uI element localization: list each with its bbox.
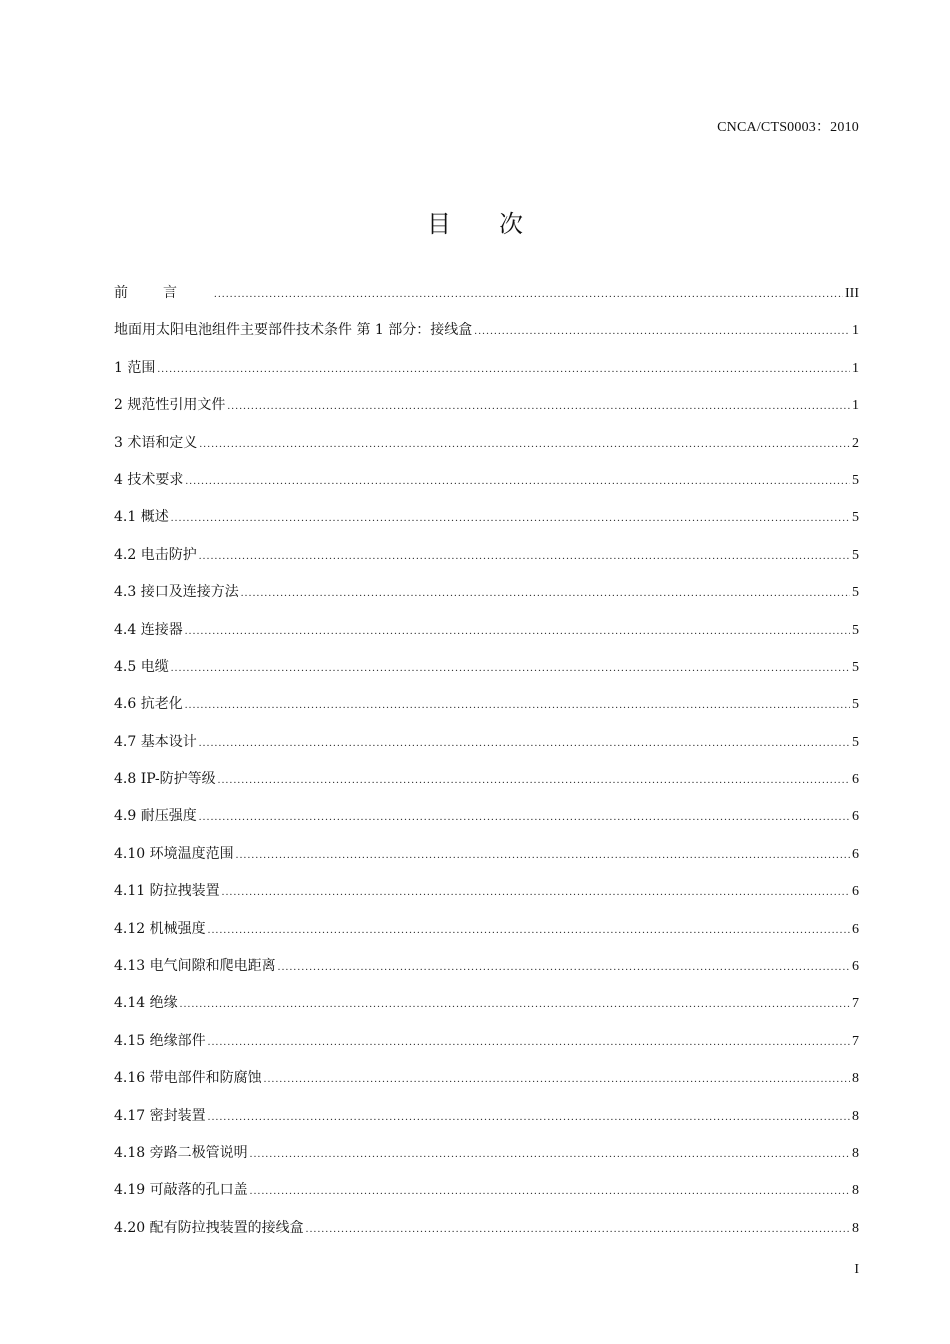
toc-entry-page: III bbox=[845, 286, 859, 301]
toc-entry-page: 7 bbox=[852, 996, 859, 1012]
toc-entry-page: 8 bbox=[852, 1108, 859, 1124]
toc-dot-leader bbox=[199, 545, 850, 567]
page-title: 目次 bbox=[427, 210, 571, 239]
toc-entry-page: 5 bbox=[852, 659, 859, 675]
toc-entry-page: 6 bbox=[852, 959, 859, 975]
toc-entry[interactable] bbox=[114, 319, 859, 356]
toc-dot-leader bbox=[185, 470, 850, 492]
toc-dot-leader bbox=[278, 956, 850, 978]
toc-entry[interactable] bbox=[114, 693, 859, 730]
toc-entry-label: 4.19 可敲落的孔口盖 bbox=[114, 1182, 248, 1199]
toc-entry[interactable] bbox=[114, 992, 859, 1029]
toc-dot-leader bbox=[250, 1143, 850, 1165]
toc-entry-label: 4.16 带电部件和防腐蚀 bbox=[114, 1070, 262, 1087]
toc-entry[interactable] bbox=[114, 843, 859, 880]
toc-entry-label: 4.8 IP-防护等级 bbox=[114, 771, 216, 788]
toc-entry-label: 4.7 基本设计 bbox=[114, 733, 197, 750]
toc-entry-label: 4.1 概述 bbox=[114, 509, 169, 526]
toc-dot-leader bbox=[208, 919, 850, 941]
toc-entry-page: 8 bbox=[852, 1145, 859, 1161]
toc-entry-label: 1 范围 bbox=[114, 359, 156, 376]
toc-dot-leader bbox=[241, 582, 850, 604]
toc-entry-label: 4.5 电缆 bbox=[114, 658, 169, 675]
toc-entry-page: 5 bbox=[852, 510, 859, 526]
toc-entry-page: 5 bbox=[852, 622, 859, 638]
toc-entry-label: 4.17 密封装置 bbox=[114, 1107, 206, 1124]
toc-dot-leader bbox=[180, 993, 850, 1015]
toc-entry[interactable] bbox=[114, 955, 859, 992]
toc-entry[interactable] bbox=[114, 581, 859, 618]
toc-dot-leader bbox=[218, 769, 850, 791]
toc-dot-leader bbox=[236, 844, 850, 866]
toc-entry[interactable] bbox=[114, 432, 859, 469]
toc-dot-leader bbox=[250, 1180, 850, 1202]
toc-entry[interactable] bbox=[114, 1179, 859, 1216]
toc-dot-leader bbox=[222, 881, 850, 903]
toc-entry[interactable] bbox=[114, 1067, 859, 1104]
toc-entry[interactable] bbox=[114, 1105, 859, 1142]
toc-entry-page: 5 bbox=[852, 697, 859, 713]
toc-entry-label: 地面用太阳电池组件主要部件技术条件 第 1 部分：接线盒 bbox=[114, 322, 473, 339]
toc-dot-leader bbox=[185, 694, 850, 716]
toc-entry[interactable] bbox=[114, 1217, 859, 1254]
toc-entry-page: 1 bbox=[852, 360, 859, 376]
toc-entry-page: 5 bbox=[852, 585, 859, 601]
toc-entry-page: 6 bbox=[852, 884, 859, 900]
toc-entry[interactable] bbox=[114, 805, 859, 842]
page-number: I bbox=[854, 1262, 859, 1277]
toc-entry[interactable] bbox=[114, 357, 859, 394]
toc-entry[interactable] bbox=[114, 768, 859, 805]
toc-entry[interactable] bbox=[114, 544, 859, 581]
toc-dot-leader bbox=[306, 1218, 850, 1240]
toc-dot-leader bbox=[171, 657, 850, 679]
toc-dot-leader bbox=[208, 1031, 850, 1053]
toc-entry-label: 4.3 接口及连接方法 bbox=[114, 584, 239, 601]
toc-entry-label: 4.9 耐压强度 bbox=[114, 808, 197, 825]
toc-entry-page: 5 bbox=[852, 547, 859, 563]
toc-dot-leader bbox=[185, 620, 850, 642]
toc-entry-label: 4.11 防拉拽装置 bbox=[114, 883, 220, 900]
toc-entry[interactable] bbox=[114, 731, 859, 768]
toc-entry-label: 4.6 抗老化 bbox=[114, 696, 183, 713]
toc-entry[interactable] bbox=[114, 506, 859, 543]
toc-entry-page: 6 bbox=[852, 921, 859, 937]
toc-entry[interactable] bbox=[114, 619, 859, 656]
toc-entry[interactable] bbox=[114, 1142, 859, 1179]
toc-dot-leader bbox=[227, 395, 850, 417]
toc-entry-label: 2 规范性引用文件 bbox=[114, 397, 226, 414]
toc-dot-leader bbox=[171, 507, 850, 529]
toc-entry-page: 6 bbox=[852, 809, 859, 825]
toc-dot-leader bbox=[199, 806, 850, 828]
toc-entry[interactable] bbox=[114, 394, 859, 431]
toc-entry-label: 4.4 连接器 bbox=[114, 621, 183, 638]
toc-dot-leader bbox=[474, 320, 850, 342]
toc-entry-label: 4.20 配有防拉拽装置的接线盒 bbox=[114, 1219, 304, 1236]
document-code: CNCA/CTS0003：2010 bbox=[717, 120, 859, 135]
toc-entry-page: 8 bbox=[852, 1220, 859, 1236]
toc-entry-label: 3 术语和定义 bbox=[114, 434, 198, 451]
toc-entry-page: 7 bbox=[852, 1033, 859, 1049]
toc-dot-leader bbox=[214, 283, 843, 305]
toc-entry-page: 8 bbox=[852, 1071, 859, 1087]
toc-entry[interactable] bbox=[114, 1030, 859, 1067]
toc-dot-leader bbox=[157, 358, 850, 380]
toc-entry-label: 4 技术要求 bbox=[114, 471, 184, 488]
toc-entry[interactable] bbox=[114, 282, 859, 319]
toc-entry[interactable] bbox=[114, 656, 859, 693]
toc-entry[interactable] bbox=[114, 918, 859, 955]
toc-entry-page: 5 bbox=[852, 734, 859, 750]
toc-entry-label: 4.13 电气间隙和爬电距离 bbox=[114, 958, 276, 975]
toc-entry-label: 4.15 绝缘部件 bbox=[114, 1032, 206, 1049]
toc-entry[interactable] bbox=[114, 469, 859, 506]
toc-dot-leader bbox=[208, 1106, 850, 1128]
toc-entry-page: 6 bbox=[852, 772, 859, 788]
toc-entry-label: 4.2 电击防护 bbox=[114, 546, 197, 563]
toc-entry-page: 5 bbox=[852, 472, 859, 488]
toc-entry-page: 6 bbox=[852, 846, 859, 862]
toc-entry-page: 2 bbox=[852, 435, 859, 451]
toc-dot-leader bbox=[199, 433, 850, 455]
table-of-contents bbox=[114, 282, 859, 1254]
toc-entry-label: 前言 bbox=[114, 285, 212, 301]
toc-entry-page: 1 bbox=[852, 398, 859, 414]
toc-entry-page: 1 bbox=[852, 323, 859, 339]
toc-dot-leader bbox=[199, 732, 850, 754]
toc-entry-page: 8 bbox=[852, 1183, 859, 1199]
toc-entry[interactable] bbox=[114, 880, 859, 917]
toc-entry-label: 4.14 绝缘 bbox=[114, 995, 178, 1012]
toc-entry-label: 4.10 环境温度范围 bbox=[114, 845, 234, 862]
toc-dot-leader bbox=[264, 1068, 850, 1090]
toc-entry-label: 4.18 旁路二极管说明 bbox=[114, 1144, 248, 1161]
toc-entry-label: 4.12 机械强度 bbox=[114, 920, 206, 937]
